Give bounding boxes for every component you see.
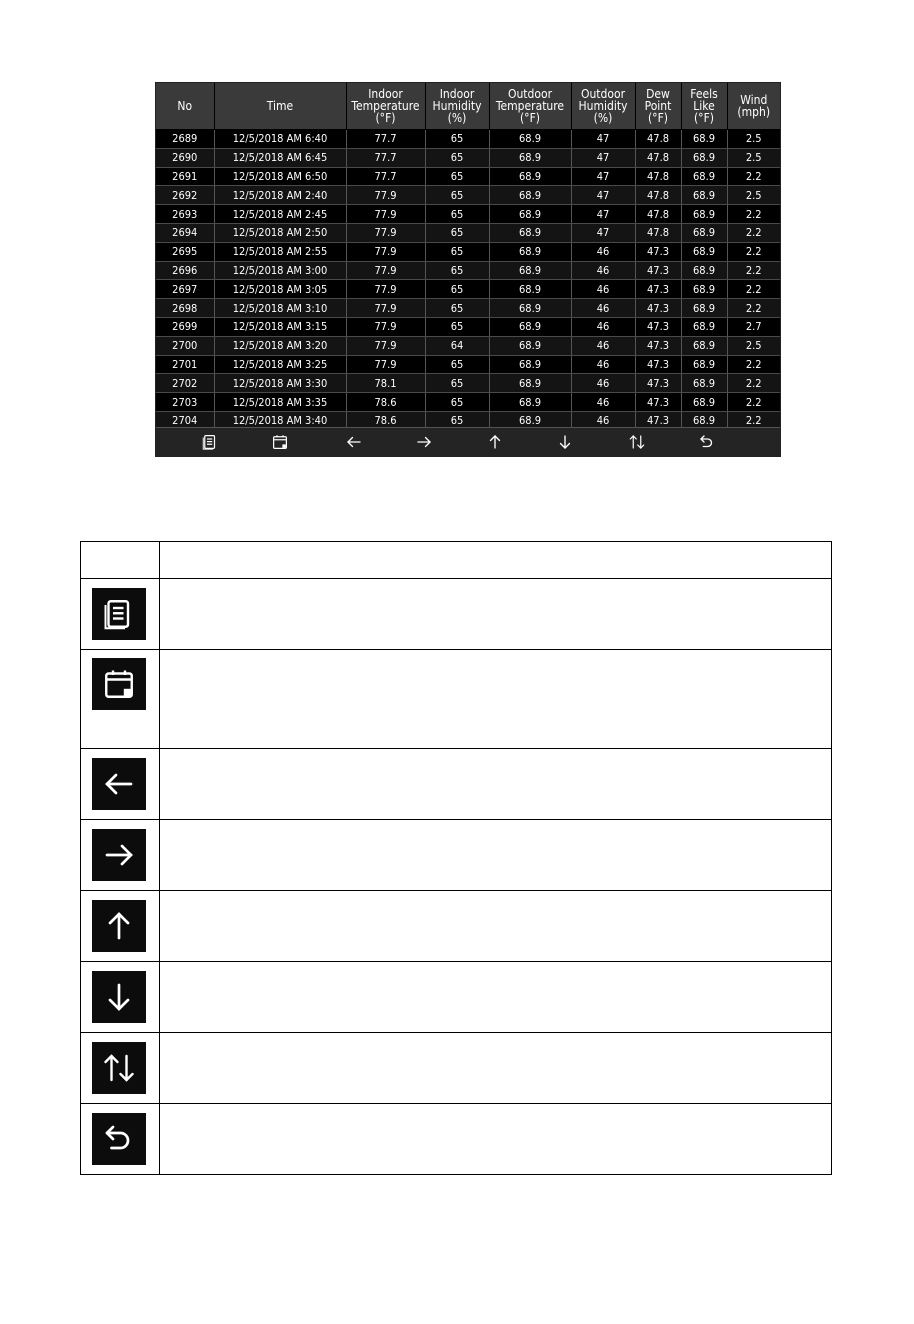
col-time-cell: 12/5/2018 AM 3:40 <box>214 411 346 430</box>
col-wind-cell: 2.2 <box>727 411 780 430</box>
col-indoor-temp-cell: 77.7 <box>346 130 425 149</box>
arrow-up-icon <box>486 433 504 451</box>
col-indoor-temp-cell: 77.9 <box>346 205 425 224</box>
col-time-cell: 12/5/2018 AM 6:50 <box>214 167 346 186</box>
sort-icon <box>628 433 646 451</box>
col-outdoor-temp-cell: 68.9 <box>489 223 571 242</box>
arrow-left-icon <box>345 433 363 451</box>
col-feels-like-cell: 68.9 <box>681 205 727 224</box>
header-col-dew-point[interactable]: Dew Point (°F) <box>635 83 681 130</box>
calendar-button[interactable] <box>269 431 291 453</box>
col-wind-cell: 2.2 <box>727 355 780 374</box>
col-feels-like-cell: 68.9 <box>681 336 727 355</box>
col-indoor-temp-cell: 77.7 <box>346 148 425 167</box>
col-outdoor-temp-cell: 68.9 <box>489 355 571 374</box>
history-table <box>156 83 780 431</box>
col-indoor-temp-cell: 77.9 <box>346 355 425 374</box>
col-time-cell: 12/5/2018 AM 6:40 <box>214 130 346 149</box>
col-outdoor-humidity-cell: 47 <box>571 167 635 186</box>
return-icon <box>698 433 716 451</box>
col-outdoor-humidity-cell: 46 <box>571 280 635 299</box>
header-col-indoor-humidity[interactable]: Indoor Humidity (%) <box>425 83 489 130</box>
col-indoor-humidity-cell: 65 <box>425 130 489 149</box>
col-dew-point-cell: 47.3 <box>635 355 681 374</box>
col-indoor-humidity-cell: 65 <box>425 393 489 412</box>
col-indoor-humidity-cell: 65 <box>425 261 489 280</box>
col-no-cell: 2704 <box>156 411 214 430</box>
col-wind-cell: 2.5 <box>727 130 780 149</box>
col-dew-point-cell: 47.3 <box>635 374 681 393</box>
col-dew-point-cell: 47.3 <box>635 261 681 280</box>
col-wind-cell: 2.2 <box>727 374 780 393</box>
col-dew-point-cell: 47.3 <box>635 336 681 355</box>
header-col-time[interactable]: Time <box>214 83 346 130</box>
arrow-up-button[interactable] <box>484 431 506 453</box>
table-row[interactable] <box>156 355 780 374</box>
col-feels-like-cell: 68.9 <box>681 280 727 299</box>
table-row[interactable] <box>156 205 780 224</box>
col-feels-like-cell: 68.9 <box>681 148 727 167</box>
col-no-cell: 2698 <box>156 299 214 318</box>
table-row[interactable] <box>156 223 780 242</box>
col-wind-cell: 2.2 <box>727 261 780 280</box>
col-outdoor-humidity-cell: 47 <box>571 148 635 167</box>
col-dew-point-cell: 47.3 <box>635 280 681 299</box>
col-indoor-humidity-cell: 65 <box>425 167 489 186</box>
col-dew-point-cell: 47.8 <box>635 148 681 167</box>
col-feels-like-cell: 68.9 <box>681 411 727 430</box>
col-feels-like-cell: 68.9 <box>681 130 727 149</box>
col-outdoor-temp-cell: 68.9 <box>489 374 571 393</box>
col-wind-cell: 2.2 <box>727 205 780 224</box>
col-time-cell: 12/5/2018 AM 2:40 <box>214 186 346 205</box>
arrow-right-icon <box>415 433 433 451</box>
legend-row <box>81 819 831 891</box>
arrow-down-icon <box>556 433 574 451</box>
list-icon <box>92 588 146 640</box>
col-wind-cell: 2.7 <box>727 317 780 336</box>
col-outdoor-humidity-cell: 47 <box>571 130 635 149</box>
legend-row <box>81 1103 831 1175</box>
col-indoor-humidity-cell: 65 <box>425 186 489 205</box>
header-col-outdoor-humidity[interactable]: Outdoor Humidity (%) <box>571 83 635 130</box>
legend-row <box>81 649 831 749</box>
table-row[interactable] <box>156 261 780 280</box>
col-wind-cell: 2.5 <box>727 148 780 167</box>
col-outdoor-temp-cell: 68.9 <box>489 317 571 336</box>
col-wind-cell: 2.5 <box>727 336 780 355</box>
col-outdoor-temp-cell: 68.9 <box>489 186 571 205</box>
col-indoor-humidity-cell: 65 <box>425 374 489 393</box>
legend-header-row <box>81 542 831 578</box>
col-indoor-humidity-cell: 65 <box>425 355 489 374</box>
table-row[interactable] <box>156 148 780 167</box>
col-time-cell: 12/5/2018 AM 3:00 <box>214 261 346 280</box>
col-indoor-humidity-cell: 65 <box>425 317 489 336</box>
table-row[interactable] <box>156 167 780 186</box>
col-time-cell: 12/5/2018 AM 6:45 <box>214 148 346 167</box>
col-indoor-humidity-cell: 65 <box>425 280 489 299</box>
col-no-cell: 2695 <box>156 242 214 261</box>
table-row[interactable] <box>156 336 780 355</box>
col-outdoor-temp-cell: 68.9 <box>489 148 571 167</box>
col-indoor-humidity-cell: 65 <box>425 242 489 261</box>
table-header-row <box>156 83 780 130</box>
col-time-cell: 12/5/2018 AM 3:35 <box>214 393 346 412</box>
col-indoor-temp-cell: 77.9 <box>346 223 425 242</box>
col-indoor-temp-cell: 77.9 <box>346 299 425 318</box>
col-outdoor-temp-cell: 68.9 <box>489 393 571 412</box>
list-icon <box>201 433 219 451</box>
col-time-cell: 12/5/2018 AM 3:10 <box>214 299 346 318</box>
col-indoor-humidity-cell: 65 <box>425 299 489 318</box>
col-outdoor-humidity-cell: 46 <box>571 374 635 393</box>
bottom-toolbar <box>156 427 780 456</box>
col-outdoor-humidity-cell: 46 <box>571 393 635 412</box>
arrow-right-icon <box>92 829 146 881</box>
table-row[interactable] <box>156 280 780 299</box>
col-indoor-humidity-cell: 65 <box>425 223 489 242</box>
col-feels-like-cell: 68.9 <box>681 261 727 280</box>
col-outdoor-humidity-cell: 46 <box>571 317 635 336</box>
col-time-cell: 12/5/2018 AM 3:30 <box>214 374 346 393</box>
arrow-right-button[interactable] <box>413 431 435 453</box>
col-wind-cell: 2.2 <box>727 393 780 412</box>
legend-row <box>81 1032 831 1104</box>
col-indoor-humidity-cell: 65 <box>425 148 489 167</box>
col-wind-cell: 2.2 <box>727 280 780 299</box>
history-data-screen <box>155 82 781 457</box>
return-button[interactable] <box>696 431 718 453</box>
col-outdoor-humidity-cell: 47 <box>571 223 635 242</box>
col-dew-point-cell: 47.8 <box>635 205 681 224</box>
col-time-cell: 12/5/2018 AM 3:05 <box>214 280 346 299</box>
col-no-cell: 2696 <box>156 261 214 280</box>
table-row[interactable] <box>156 242 780 261</box>
col-outdoor-temp-cell: 68.9 <box>489 261 571 280</box>
col-no-cell: 2694 <box>156 223 214 242</box>
legend-row <box>81 890 831 962</box>
col-no-cell: 2690 <box>156 148 214 167</box>
col-indoor-temp-cell: 78.1 <box>346 374 425 393</box>
return-icon <box>92 1113 146 1165</box>
col-indoor-temp-cell: 77.7 <box>346 167 425 186</box>
col-wind-cell: 2.2 <box>727 223 780 242</box>
col-time-cell: 12/5/2018 AM 2:50 <box>214 223 346 242</box>
legend-row <box>81 578 831 650</box>
col-dew-point-cell: 47.3 <box>635 393 681 412</box>
col-no-cell: 2699 <box>156 317 214 336</box>
col-wind-cell: 2.2 <box>727 242 780 261</box>
table-row[interactable] <box>156 374 780 393</box>
col-indoor-temp-cell: 77.9 <box>346 261 425 280</box>
col-indoor-temp-cell: 78.6 <box>346 393 425 412</box>
col-outdoor-humidity-cell: 46 <box>571 355 635 374</box>
calendar-icon <box>92 658 146 710</box>
col-feels-like-cell: 68.9 <box>681 299 727 318</box>
table-row[interactable] <box>156 130 780 149</box>
table-row[interactable] <box>156 393 780 412</box>
calendar-icon <box>271 433 289 451</box>
col-dew-point-cell: 47.8 <box>635 167 681 186</box>
col-outdoor-humidity-cell: 47 <box>571 205 635 224</box>
legend-row <box>81 961 831 1033</box>
col-outdoor-humidity-cell: 46 <box>571 411 635 430</box>
col-dew-point-cell: 47.8 <box>635 186 681 205</box>
col-dew-point-cell: 47.8 <box>635 223 681 242</box>
col-feels-like-cell: 68.9 <box>681 374 727 393</box>
col-outdoor-temp-cell: 68.9 <box>489 167 571 186</box>
col-feels-like-cell: 68.9 <box>681 355 727 374</box>
col-indoor-temp-cell: 77.9 <box>346 186 425 205</box>
col-indoor-humidity-cell: 65 <box>425 411 489 430</box>
col-indoor-temp-cell: 77.9 <box>346 336 425 355</box>
col-no-cell: 2702 <box>156 374 214 393</box>
col-dew-point-cell: 47.3 <box>635 317 681 336</box>
col-outdoor-temp-cell: 68.9 <box>489 299 571 318</box>
col-outdoor-temp-cell: 68.9 <box>489 411 571 430</box>
col-outdoor-humidity-cell: 46 <box>571 242 635 261</box>
sort-button[interactable] <box>626 431 648 453</box>
col-time-cell: 12/5/2018 AM 3:15 <box>214 317 346 336</box>
col-indoor-temp-cell: 77.9 <box>346 317 425 336</box>
col-no-cell: 2689 <box>156 130 214 149</box>
col-outdoor-humidity-cell: 46 <box>571 261 635 280</box>
arrow-up-icon <box>92 900 146 952</box>
col-indoor-temp-cell: 77.9 <box>346 242 425 261</box>
col-wind-cell: 2.2 <box>727 167 780 186</box>
header-col-indoor-temp[interactable]: Indoor Temperature (°F) <box>346 83 425 130</box>
col-feels-like-cell: 68.9 <box>681 186 727 205</box>
col-outdoor-humidity-cell: 46 <box>571 336 635 355</box>
legend-row <box>81 748 831 820</box>
col-no-cell: 2701 <box>156 355 214 374</box>
col-dew-point-cell: 47.3 <box>635 411 681 430</box>
col-outdoor-temp-cell: 68.9 <box>489 280 571 299</box>
arrow-down-button[interactable] <box>554 431 576 453</box>
col-time-cell: 12/5/2018 AM 3:25 <box>214 355 346 374</box>
col-outdoor-temp-cell: 68.9 <box>489 336 571 355</box>
arrow-left-button[interactable] <box>343 431 365 453</box>
col-no-cell: 2703 <box>156 393 214 412</box>
table-row[interactable] <box>156 186 780 205</box>
col-indoor-temp-cell: 77.9 <box>346 280 425 299</box>
col-indoor-temp-cell: 78.6 <box>346 411 425 430</box>
col-outdoor-temp-cell: 68.9 <box>489 130 571 149</box>
sort-icon <box>92 1042 146 1094</box>
col-time-cell: 12/5/2018 AM 2:55 <box>214 242 346 261</box>
col-outdoor-temp-cell: 68.9 <box>489 242 571 261</box>
col-feels-like-cell: 68.9 <box>681 393 727 412</box>
col-no-cell: 2693 <box>156 205 214 224</box>
col-feels-like-cell: 68.9 <box>681 223 727 242</box>
col-no-cell: 2692 <box>156 186 214 205</box>
list-button[interactable] <box>199 431 221 453</box>
table-row[interactable] <box>156 317 780 336</box>
arrow-left-icon <box>92 758 146 810</box>
col-no-cell: 2697 <box>156 280 214 299</box>
header-col-wind[interactable]: Wind (mph) <box>727 83 780 130</box>
table-row[interactable] <box>156 299 780 318</box>
table-body <box>156 130 780 431</box>
col-outdoor-temp-cell: 68.9 <box>489 205 571 224</box>
col-outdoor-humidity-cell: 47 <box>571 186 635 205</box>
col-indoor-humidity-cell: 65 <box>425 205 489 224</box>
col-no-cell: 2691 <box>156 167 214 186</box>
col-time-cell: 12/5/2018 AM 2:45 <box>214 205 346 224</box>
col-no-cell: 2700 <box>156 336 214 355</box>
header-col-no[interactable]: No <box>156 83 214 130</box>
col-feels-like-cell: 68.9 <box>681 242 727 261</box>
col-time-cell: 12/5/2018 AM 3:20 <box>214 336 346 355</box>
col-dew-point-cell: 47.8 <box>635 130 681 149</box>
col-feels-like-cell: 68.9 <box>681 317 727 336</box>
col-dew-point-cell: 47.3 <box>635 242 681 261</box>
header-col-feels-like[interactable]: Feels Like (°F) <box>681 83 727 130</box>
col-wind-cell: 2.2 <box>727 299 780 318</box>
arrow-down-icon <box>92 971 146 1023</box>
col-wind-cell: 2.5 <box>727 186 780 205</box>
header-col-outdoor-temp[interactable]: Outdoor Temperature (°F) <box>489 83 571 130</box>
col-feels-like-cell: 68.9 <box>681 167 727 186</box>
icon-legend-table <box>80 541 832 1175</box>
col-outdoor-humidity-cell: 46 <box>571 299 635 318</box>
col-indoor-humidity-cell: 64 <box>425 336 489 355</box>
col-dew-point-cell: 47.3 <box>635 299 681 318</box>
